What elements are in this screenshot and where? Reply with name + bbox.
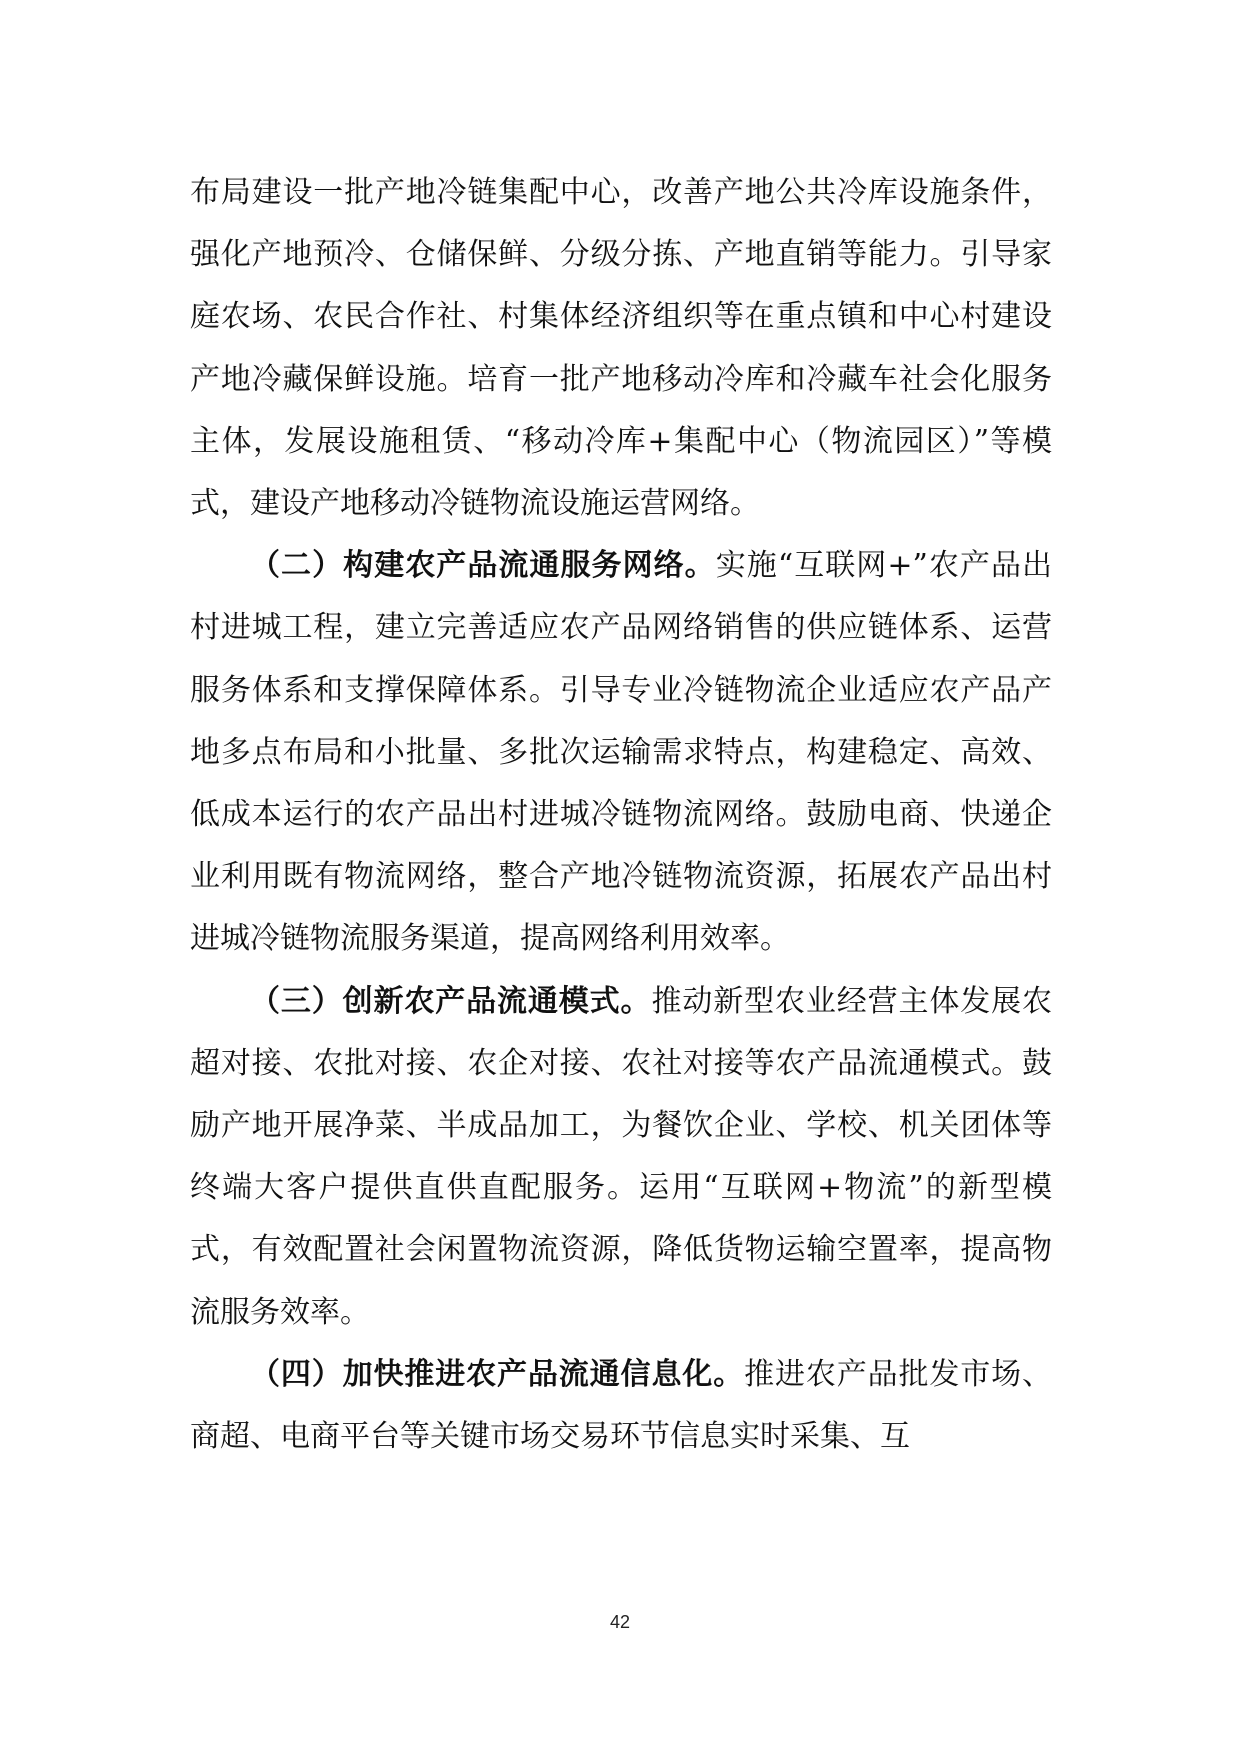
paragraph-text: 布局建设一批产地冷链集配中心，改善产地公共冷库设施条件，强化产地预冷、仓储保鲜、分级分拣、产地直销等能力。引导家庭农场、农民合作社、村集体经济组织等在重点镇和中心村建设产地冷藏保鲜设施。培育一批产地移动冷库和冷藏车社会化服务主体，发展设施租赁、“移动冷库+集配中心（物流园区）”等模式，建设产地移动冷链物流设施运营网络。 — [190, 175, 1052, 522]
section-3-paragraph — [190, 971, 1052, 1344]
page-number: 42 — [609, 1612, 631, 1632]
section-2-paragraph — [190, 535, 1052, 970]
section-3-heading: （三）创新农产品流通模式。 — [250, 983, 652, 1019]
section-3-text: 推动新型农业经营主体发展农超对接、农批对接、农企对接、农社对接等农产品流通模式。鼓励产地开展净菜、半成品加工，为餐饮企业、学校、机关团体等终端大客户提供直供直配服务。运用“互联网+物流”的新型模式，有效配置社会闲置物流资源，降低货物运输空置率，提高物流服务效率。 — [190, 983, 1053, 1330]
section-2-text: 实施“互联网+”农产品出村进城工程，建立完善适应农产品网络销售的供应链体系、运营服务体系和支撑保障体系。引导专业冷链物流企业适应农产品产地多点布局和小批量、多批次运输需求特点，构建稳定、高效、低成本运行的农产品出村进城冷链物流网络。鼓励电商、快递企业利用既有物流网络，整合产地冷链物流资源，拓展农产品出村进城冷链物流服务渠道，提高网络利用效率。 — [190, 548, 1053, 957]
section-4-text: 推进农产品批发市场、商超、电商平台等关键市场交易环节信息实时采集、互 — [190, 1356, 1053, 1455]
section-4-paragraph — [190, 1344, 1052, 1468]
section-2-heading: （二）构建农产品流通服务网络。 — [250, 548, 716, 584]
section-4-heading: （四）加快推进农产品流通信息化。 — [250, 1356, 745, 1392]
paragraph-continuation — [190, 162, 1052, 535]
document-body — [190, 162, 1052, 1468]
